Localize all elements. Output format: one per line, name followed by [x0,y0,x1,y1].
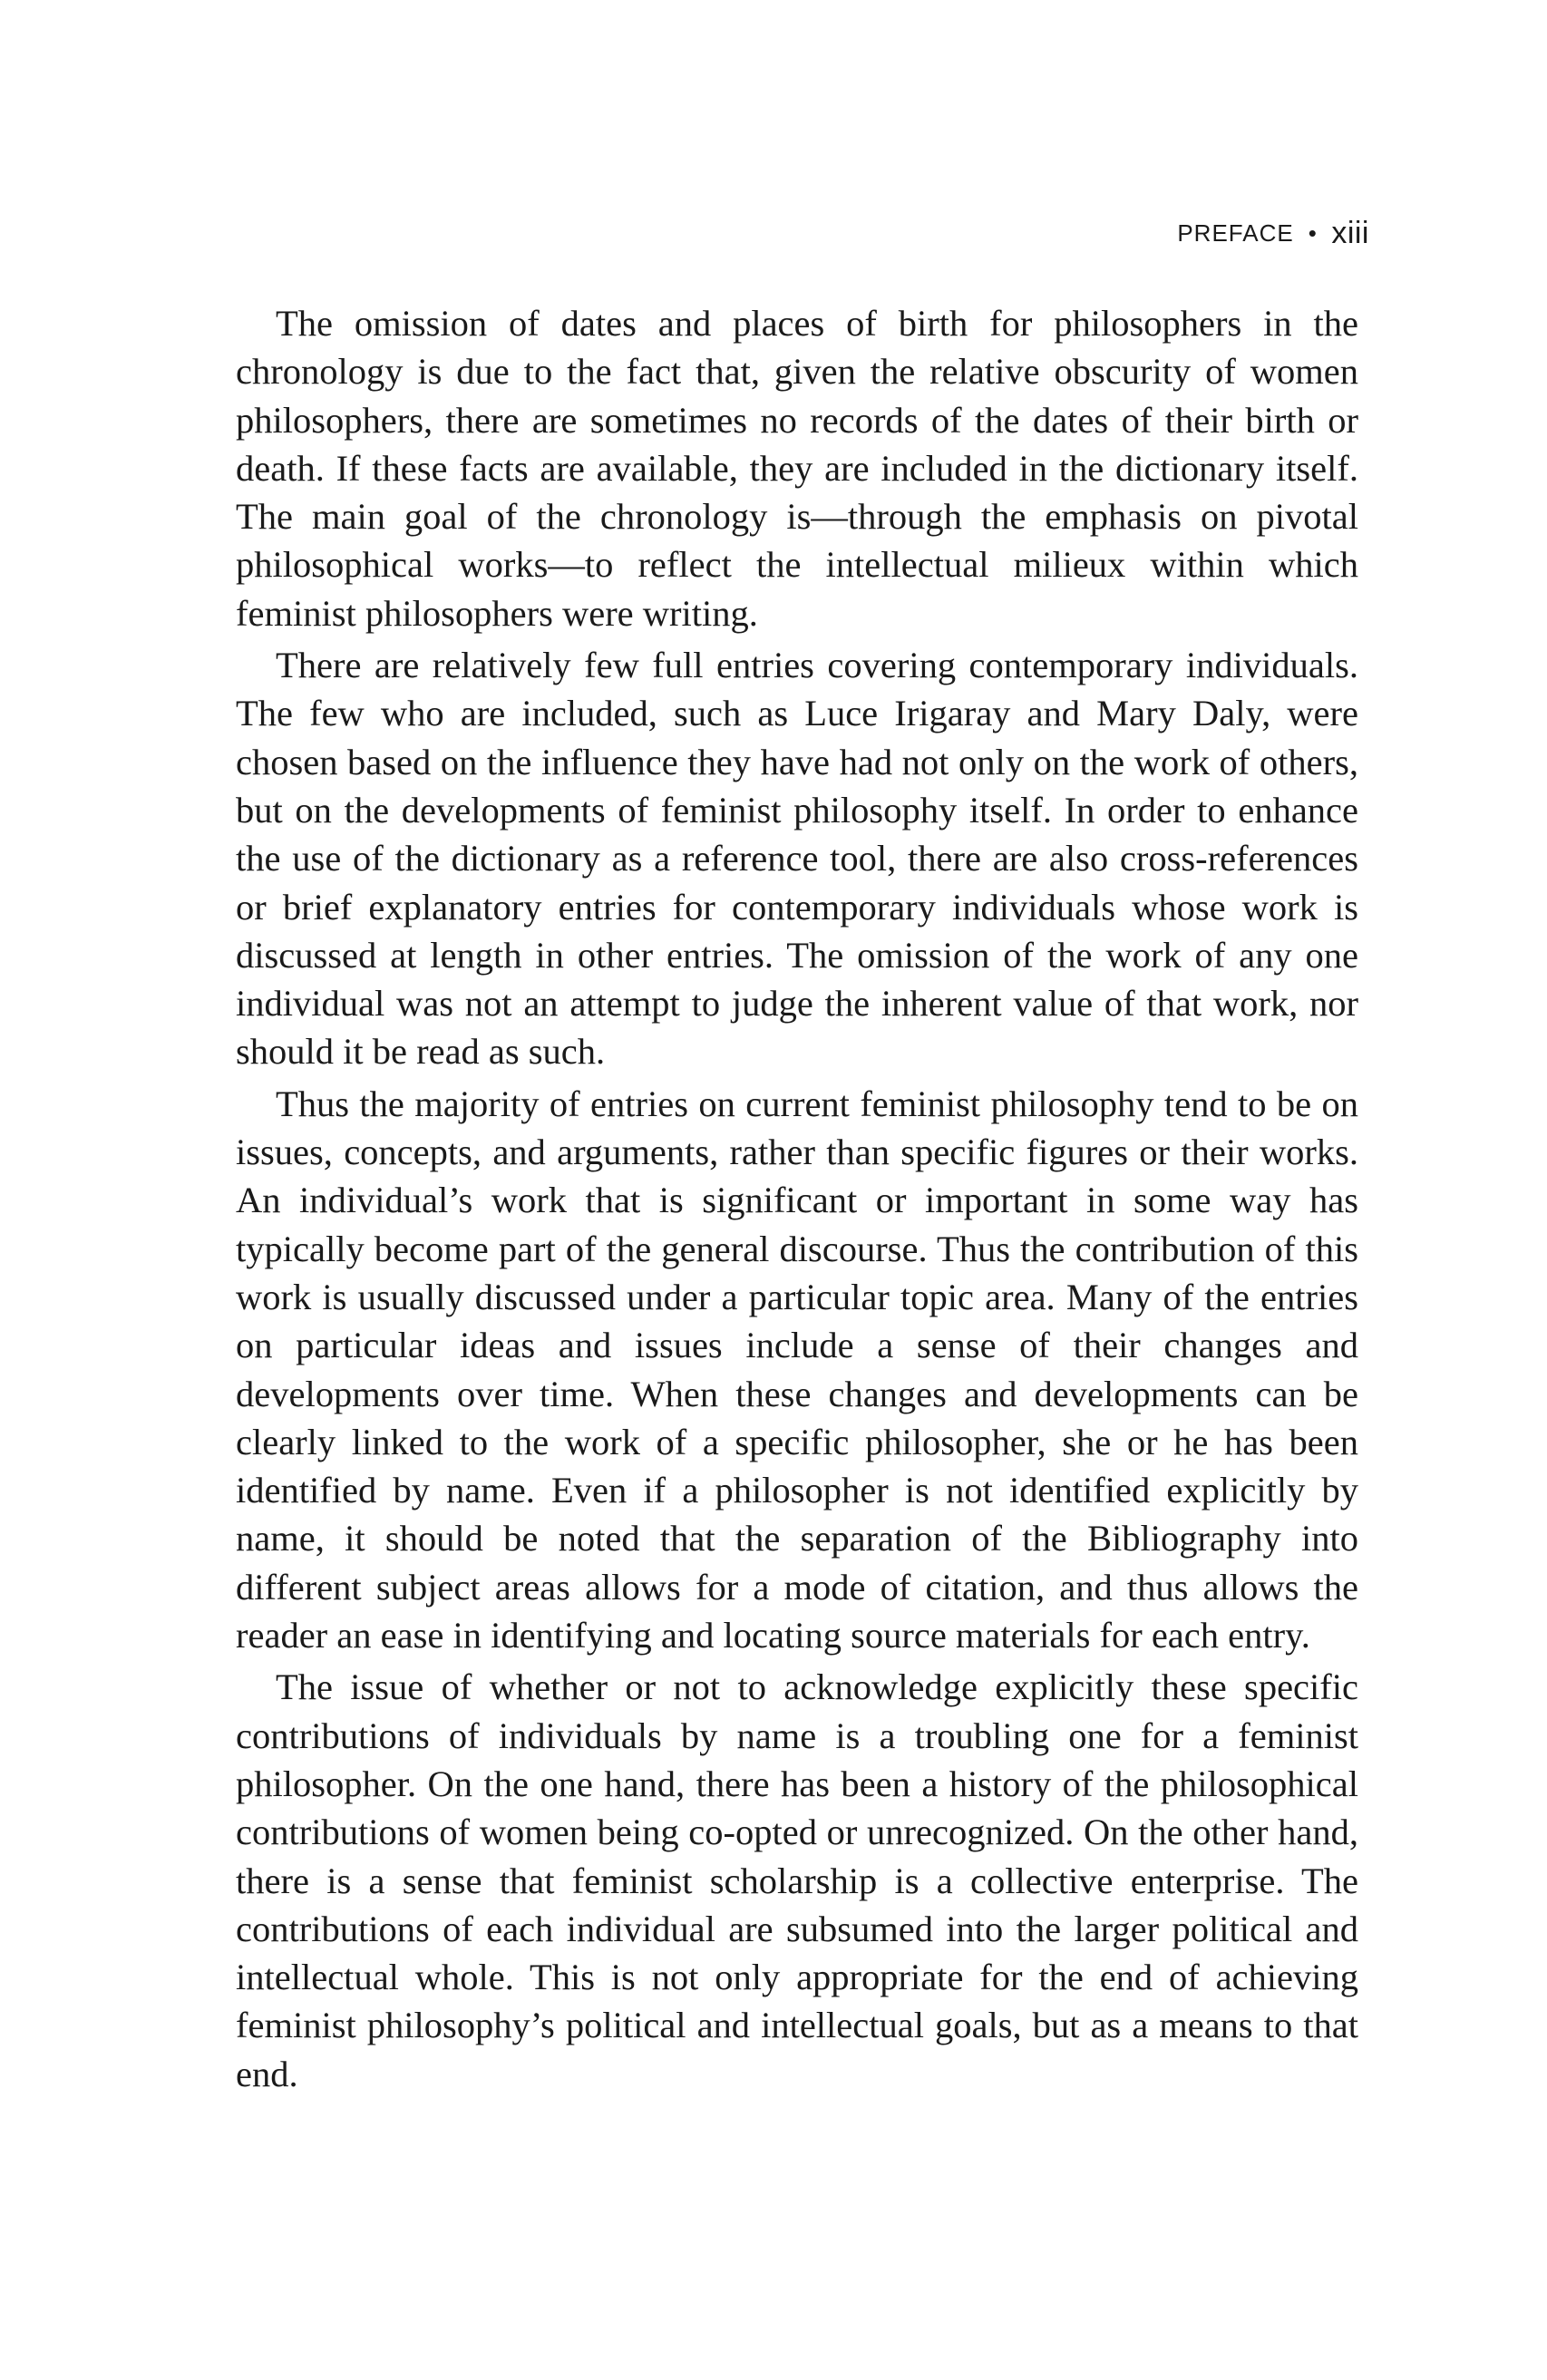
bullet-separator: • [1308,219,1318,247]
running-head [1177,216,1369,251]
paragraph-majority-of-entries: Thus the majority of entries on current feminist philosophy tend to be on issues, concepts, and arguments, rather than specific figures or their works. An individual’s work that is significant or important in some way has typically become part of the general discourse. Thus the contribution of this work is usually discussed under a particular topic area. Many of the entries on particular ideas and issues include a sense of their changes and developments over time. When these changes and developments can be clearly linked to the work of a specific philosopher, she or he has been identified by name. Even if a philosopher is not identified explicitly by name, it should be noted that the separation of the Bibliography into different subject areas allows for a mode of citation, and thus allows the reader an ease in identifying and locating source materials for each entry. [236,1083,1358,1656]
page-number: xiii [1331,216,1369,250]
running-head-section: PREFACE [1177,219,1294,247]
body-text [236,299,1358,2102]
paragraph-chronology-omission: The omission of dates and places of birth for philosophers in the chronology is due to the fact that, given the relative obscurity of women philosophers, there are sometimes no records of the dates of their birth or death. If these facts are available, they are included in the dictionary itself. The main goal of the chronology is—through the emphasis on pivotal philosophical works—to reflect the intellectual milieux within which feminist philosophers were writing. [236,303,1358,634]
paragraph-acknowledgement-issue: The issue of whether or not to acknowledge explicitly these specific contributions of individuals by name is a troubling one for a feminist philosopher. On the one hand, there has been a history of the philosophical contributions of women being co-opted or unrecognized. On the other hand, there is a sense that feminist scholarship is a collective enterprise. The contributions of each individual are subsumed into the larger political and intellectual whole. This is not only appropriate for the end of achieving feminist philosophy’s political and intellectual goals, but as a means to that end. [236,1666,1358,2094]
paragraph-contemporary-entries: There are relatively few full entries covering contemporary individuals. The few who are included, such as Luce Irigaray and Mary Daly, were chosen based on the influence they have had not only on the work of others, but on the developments of feminist philosophy itself. In order to enhance the use of the dictionary as a reference tool, there are also cross-references or brief explanatory entries for contemporary individuals whose work is discussed at length in other entries. The omission of the work of any one individual was not an attempt to judge the inherent value of that work, nor should it be read as such. [236,645,1358,1073]
